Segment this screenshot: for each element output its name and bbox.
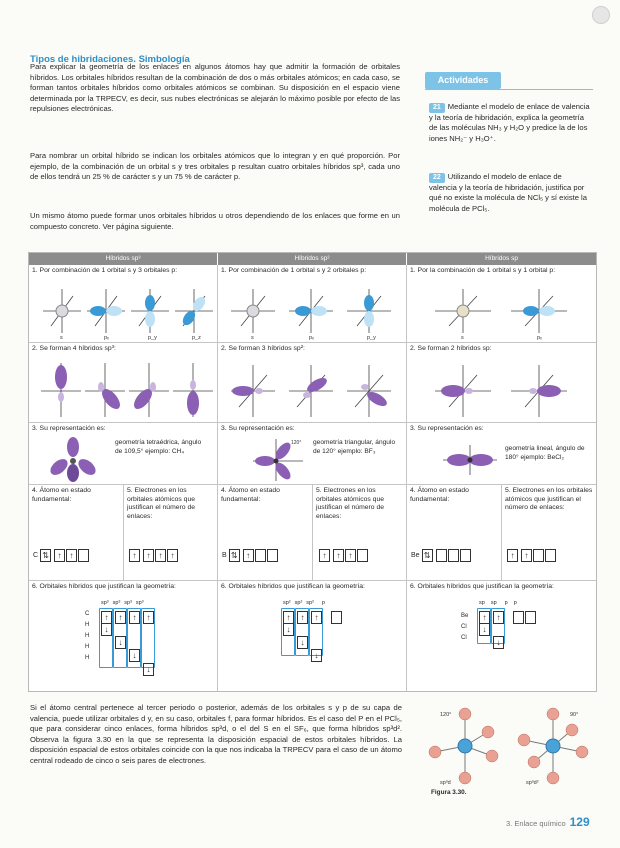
table-cell: 5. Electrones en los orbitales atómicos que justifican el número de enlaces: bbox=[502, 485, 596, 581]
trigonal-representation bbox=[241, 435, 311, 483]
table-cell: 3. Su representación es: bbox=[29, 423, 218, 485]
table-cell: 6. Orbitales híbridos que justifican la geometría: bbox=[410, 583, 554, 590]
hybrid-labels-sp3: sp³ sp³ sp³ sp³ bbox=[101, 600, 144, 606]
hybrid-labels-sp2: sp² sp² sp² p bbox=[283, 600, 325, 606]
orbital-diagram-sp3-atomic bbox=[33, 281, 215, 341]
table-cell: 4. Átomo en estado fundamental: bbox=[407, 485, 502, 581]
table-cell: 2. Se forman 3 híbridos sp²: bbox=[218, 343, 407, 423]
config-c-excited: ↑ ↑ ↑ ↑ bbox=[129, 549, 179, 562]
config-b-ground: B ⇅ ↑ bbox=[222, 549, 279, 562]
paragraph-1: Para explicar la geometría de los enlaces en algunos átomos hay que admitir la formación de orbitales híbridos. Los orbitales híbridos resultan de la combinación de dos o más orbitales atómicos; en cada caso, se forman tantos orbitales híbridos como orbitales atómicos se combinan. Su disposición en el espacio viene determinada por la TRPECV, es decir, sus nubes electrónicas se alejarán lo máximo posible por efecto de las repulsiones electrónicas. bbox=[30, 62, 400, 114]
chapter-label: 3. Enlace químico bbox=[506, 819, 566, 828]
orbital-label: s bbox=[461, 335, 464, 341]
activity-number: 21 bbox=[429, 103, 445, 113]
table-cell: 2. Se forman 4 híbridos sp³: bbox=[29, 343, 218, 423]
config-b-excited: ↑ ↑ ↑ bbox=[319, 549, 369, 562]
figure-label: sp³d² bbox=[526, 780, 539, 786]
orbital-label: pₓ bbox=[537, 335, 542, 341]
column-header-sp: Híbridos sp bbox=[407, 253, 596, 265]
table-cell: 4. Átomo en estado fundamental: bbox=[29, 485, 124, 581]
page-footer bbox=[506, 815, 590, 829]
page-number: 129 bbox=[569, 815, 590, 829]
bottom-paragraph: Si el átomo central pertenece al tercer periodo o posterior, además de los orbitales s y p de su capa de valencia, puede utilizar orbitales d y, en su caso, orbitales f, para formar híbridos. Es el caso del P en el PCl₅, que para considerar cinco enlaces, forma híbridos sp³d, o el del S en el SF₆, que forma híbridos sp³d². Observa la figura 3.30 en la que se representa la disposición espacial de estos orbitales híbridos. La disposición espacial de estos orbitales coincide con la que nos indicaba la TRPECV para el caso de un átomo central rodeado de cinco o seis pares de electrones. bbox=[30, 703, 402, 765]
orbital-label: p_y bbox=[367, 335, 376, 341]
table-cell: 6. Orbitales híbridos que justifican la geometría: bbox=[29, 581, 218, 691]
linear-representation bbox=[439, 443, 501, 477]
activity-number: 22 bbox=[429, 173, 445, 183]
hybrid-labels-sp: sp sp p p bbox=[479, 600, 517, 606]
geometry-sp: geometría lineal, ángulo de 180° ejemplo: BeCl₂ bbox=[505, 445, 585, 461]
hybrid-orbitals-sp bbox=[415, 357, 591, 419]
activity-text: Utilizando el modelo de enlace de valencia y la teoría de hibridación, justifica por qué no existe la molécula de NCl₅ y sí existe la molécula de PCl₅. bbox=[429, 172, 587, 213]
angle-label: 120° bbox=[291, 440, 302, 446]
activity-text: Mediante el modelo de enlace de valencia y la teoría de hibridación, explica la geometría de las moléculas NH₃ y H₂O y predice la de los iones NH₂⁻ y H₃O⁺. bbox=[429, 102, 590, 143]
hybrid-atoms-sp3: C H H H H bbox=[85, 611, 90, 661]
corner-badge-icon bbox=[592, 6, 610, 24]
hybrid-orbitals-sp2 bbox=[225, 357, 401, 419]
paragraph-2: Para nombrar un orbital híbrido se indican los orbitales atómicos que lo integran y en qué proporción. Por ejemplo, de la combinación de un orbital s y tres orbitales p resultan cuatro orbitales híbridos sp³, cada uno de ellos tendrá un 25 % de carácter s y un 75 % de carácter p. bbox=[30, 151, 400, 182]
geometry-sp2: geometría triangular, ángulo de 120° ejemplo: BF₃ bbox=[313, 439, 396, 455]
paragraph-3: Un mismo átomo puede formar unos orbitales híbridos u otros dependiendo de los enlaces que forme en un compuesto concreto. Ver página siguiente. bbox=[30, 211, 400, 231]
orbital-label: pₓ bbox=[104, 335, 109, 341]
activity-item bbox=[429, 172, 591, 214]
config-be-ground: Be ⇅ bbox=[411, 549, 472, 562]
figure-label: 90° bbox=[570, 712, 579, 718]
table-cell: 2. Se forman 2 híbridos sp: bbox=[407, 343, 596, 423]
table-cell: 5. Electrones en los orbitales atómicos que justifican el número de enlaces: bbox=[124, 485, 218, 581]
table-cell: 5. Electrones en los orbitales atómicos que justifican el número de enlaces: bbox=[313, 485, 407, 581]
hybridization-table: Híbridos sp³ Híbridos sp² Híbridos sp 1. Por combinación de 1 orbital s y 3 orbitales p: 1. Por combinación de 1 orbital s y 2 orbitales p: 1. Por la combinación de 1 orbital s y 1 orbital p: s pₓ p_y p_z s pₓ p_y s pₓ 2. Se forman 4 híbridos sp³: 2. Se forman 3 híbridos sp²: 2. Se forman 2 híbridos sp: 3. Su representación es: 3. Su representación es: 3. Su representación es: geometría tetraédrica, ángulo de 109,5° ejemplo: CH₄ geometría triangular, ángulo de 120° ejemplo: BF₃ geometría lineal, ángulo de 180° ejemplo: BeCl₂ 120° 4. Átomo en estado fundamental: 5. Electrones en los orbitales atómicos que justifican el número de enlaces: 4. Átomo en estado fundamental: 5. Electrones en los orbitales atómicos que justifican el número de enlaces: 4. Átomo en estado fundamental: 5. Electrones en los orbitales atómicos que justifican el número de enlaces: C ⇅ ↑ ↑ ↑ ↑ ↑ ↑ B ⇅ ↑ ↑ ↑ ↑ Be ⇅ ↑ ↑ 6. Orbitales híbridos que justifican la geometría: 6. Orbitales híbridos que justifican la geometría: 6. Orbitales híbridos que justifican la geometría: sp³ sp³ sp³ sp³ C H H H H ↑ ↑ ↑ ↑ ↓ ↓ ↓ ↓ sp² sp² sp² p ↑ ↑ ↑ ↓ ↓ ↓ sp sp p p Be Cl Cl ↑ ↑ ↓ ↓ bbox=[28, 252, 597, 692]
activity-item bbox=[429, 102, 591, 144]
activities-box bbox=[425, 72, 593, 242]
orbital-label: s bbox=[60, 335, 63, 341]
hybrid-orbitals-sp3 bbox=[33, 357, 215, 419]
table-cell: 6. Orbitales híbridos que justifican la geometría: bbox=[218, 581, 407, 691]
figure-label: 120° bbox=[440, 712, 452, 718]
table-cell: 3. Su representación es: bbox=[218, 423, 407, 485]
orbital-diagram-sp2-atomic bbox=[225, 281, 401, 341]
figure-3-30 bbox=[420, 704, 600, 788]
table-cell: 1. Por la combinación de 1 orbital s y 1 orbital p: bbox=[407, 265, 596, 343]
config-be-excited: ↑ ↑ bbox=[507, 549, 557, 562]
table-cell: 3. Su representación es: bbox=[407, 423, 596, 485]
activities-heading: Actividades bbox=[425, 72, 501, 89]
config-c-ground: C ⇅ ↑ ↑ bbox=[33, 549, 90, 562]
orbital-label: p_y bbox=[148, 335, 157, 341]
orbital-label: pₓ bbox=[309, 335, 314, 341]
orbital-label: s bbox=[251, 335, 254, 341]
figure-label: sp³d bbox=[440, 780, 451, 786]
orbital-label: p_z bbox=[192, 335, 201, 341]
column-header-sp2: Híbridos sp² bbox=[218, 253, 406, 265]
hybrid-boxes-sp2: ↑ ↑ ↑ bbox=[283, 611, 343, 624]
geometry-sp3: geometría tetraédrica, ángulo de 109,5° ejemplo: CH₄ bbox=[115, 439, 202, 455]
table-cell: 1. Por combinación de 1 orbital s y 3 orbitales p: bbox=[29, 265, 218, 343]
table-cell: 1. Por combinación de 1 orbital s y 2 orbitales p: bbox=[218, 265, 407, 343]
orbital-diagram-sp-atomic bbox=[415, 281, 591, 341]
hybrid-atoms-sp: Be Cl Cl bbox=[461, 613, 469, 641]
column-header-sp3: Híbridos sp³ bbox=[29, 253, 217, 265]
hybrid-boxes-sp3: ↑ ↑ ↑ ↑ bbox=[101, 611, 155, 624]
hybrid-boxes-sp: ↑ ↑ bbox=[479, 611, 537, 624]
figure-caption: Figura 3.30. bbox=[431, 789, 467, 796]
table-cell: 4. Átomo en estado fundamental: bbox=[218, 485, 313, 581]
tetrahedral-representation bbox=[43, 435, 103, 483]
section-title: Tipos de hibridaciones. Simbología bbox=[30, 54, 190, 65]
